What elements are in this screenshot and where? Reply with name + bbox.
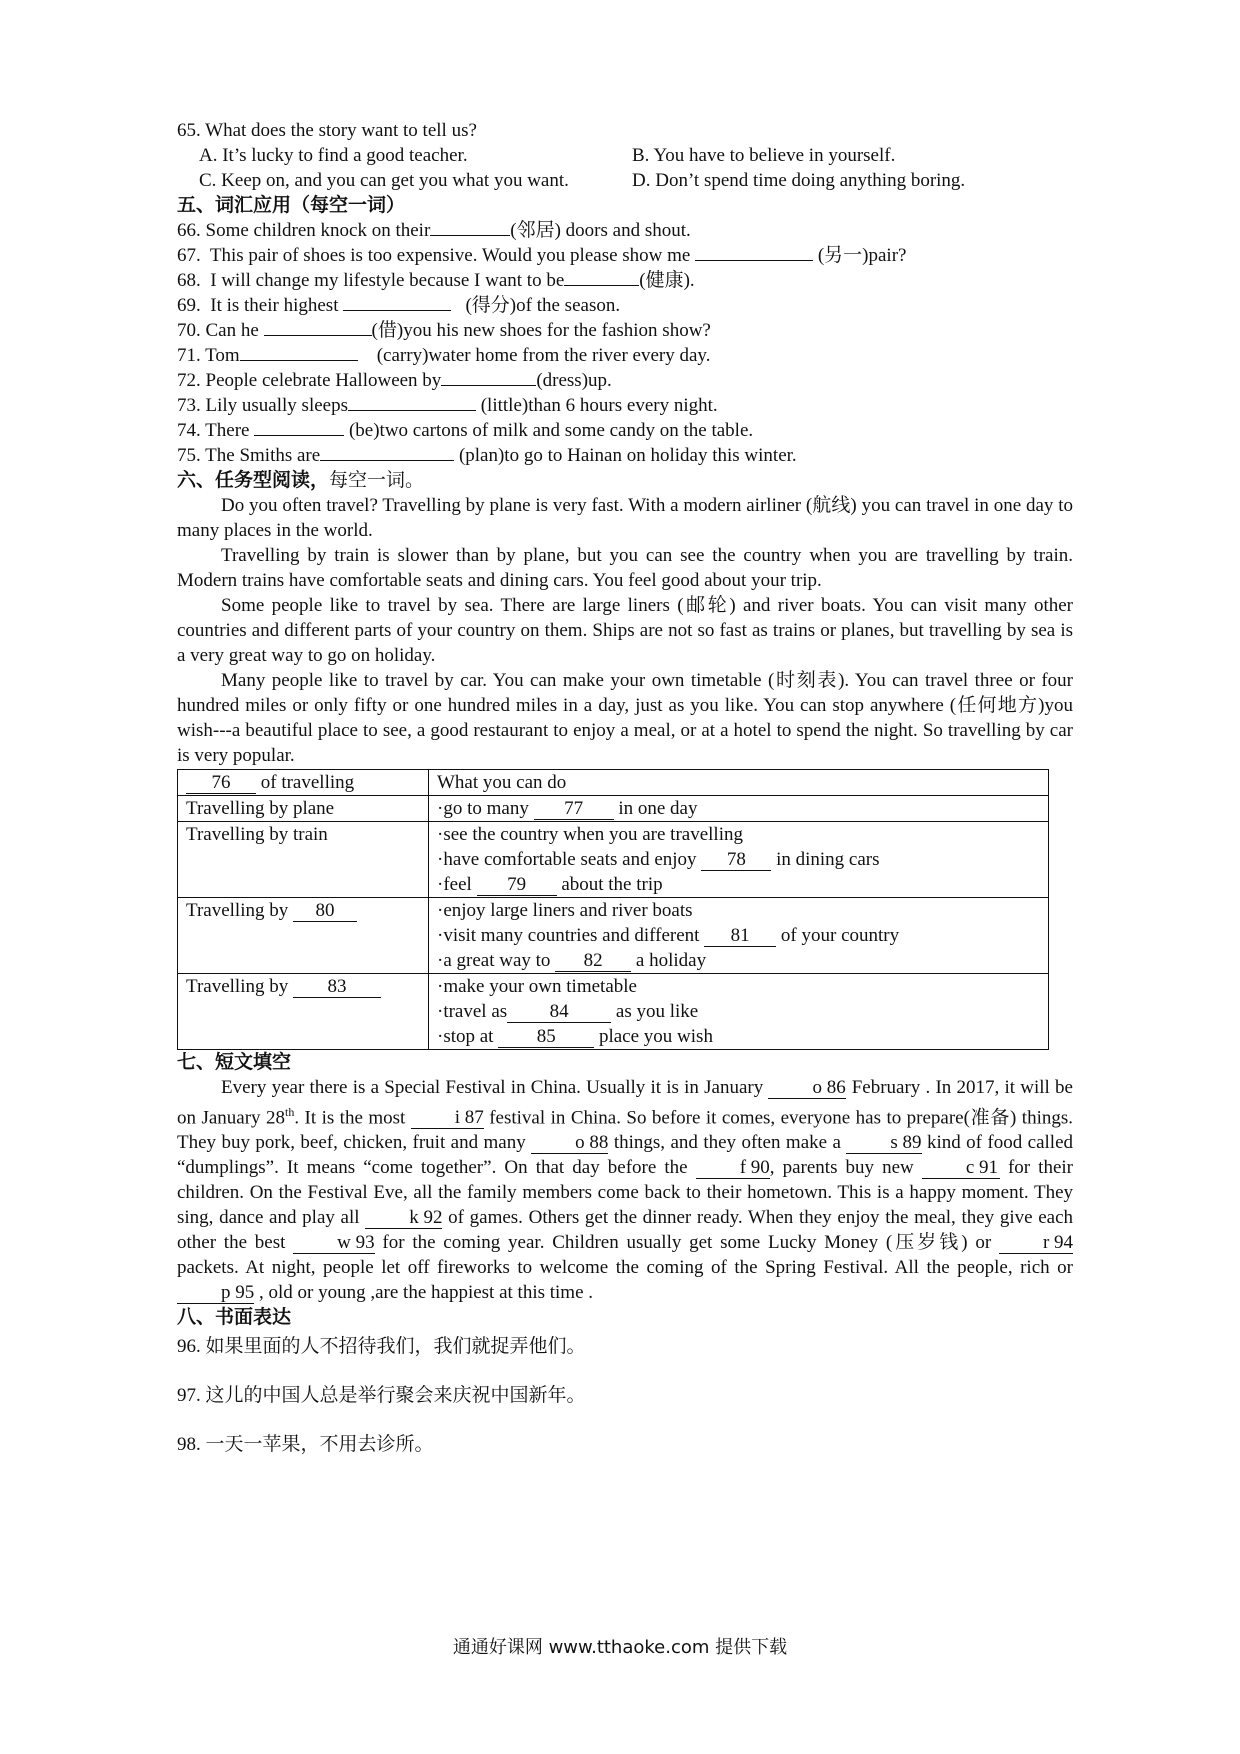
- item-text: (另一)pair?: [813, 245, 907, 266]
- reading-paragraph-1: Do you often travel? Travelling by plane is very fast. With a modern airliner (航线) you can travel in one day to many places in the world.: [177, 495, 1073, 541]
- answer-blank-91[interactable]: c 91: [922, 1158, 1000, 1179]
- cloze-passage: [177, 1075, 1073, 1305]
- answer-blank-79[interactable]: 79: [477, 875, 557, 896]
- item-text: (健康).: [639, 270, 695, 291]
- row-line: ·enjoy large liners and river boats: [437, 900, 693, 921]
- row-text: as you like: [611, 1001, 699, 1022]
- translation-item-98: 98. 一天一苹果，不用去诊所。: [177, 1434, 434, 1456]
- row-line: [437, 999, 1040, 1024]
- row-content: [429, 796, 1049, 822]
- q65-stem: 65. What does the story want to tell us?: [177, 120, 477, 141]
- item-text: (be)two cartons of milk and some candy on the table.: [344, 420, 754, 441]
- superscript: th: [284, 1105, 295, 1119]
- item-text: 75. The Smiths are: [177, 445, 321, 466]
- reading-paragraph-3: Some people like to travel by sea. There are large liners (邮轮) and river boats. You can visit many other countries and different parts of your country on them. Ships are not so fast as trains or planes, but travelling by sea is a very great way to go on holiday.: [177, 595, 1073, 666]
- item-text: (dress)up.: [536, 370, 612, 391]
- row-line: ·make your own timetable: [437, 976, 637, 997]
- table-row: [178, 822, 1049, 898]
- item-text: (carry)water home from the river every day.: [357, 345, 711, 366]
- section-5-items: [177, 218, 1073, 468]
- table-header-cell: [178, 770, 429, 796]
- section-6-title-tail: 每空一词。: [329, 470, 425, 491]
- section-6-title-cn: 六、任务型阅读，: [177, 469, 330, 491]
- vocab-item-66: [177, 218, 1073, 243]
- answer-blank[interactable]: [695, 260, 813, 261]
- answer-blank-92[interactable]: k 92: [365, 1208, 442, 1229]
- row-label: Travelling by train: [178, 822, 429, 898]
- row-text: place you wish: [594, 1026, 713, 1047]
- answer-blank-80[interactable]: 80: [293, 901, 357, 922]
- header-text: of travelling: [256, 772, 355, 793]
- row-text: Travelling by: [186, 900, 293, 921]
- answer-blank-86[interactable]: o 86: [768, 1078, 846, 1099]
- vocab-item-70: [177, 318, 1073, 343]
- row-content: [429, 822, 1049, 898]
- answer-blank-85[interactable]: 85: [498, 1027, 594, 1048]
- item-text: 74. There: [177, 420, 255, 441]
- answer-blank-88[interactable]: o 88: [531, 1133, 608, 1154]
- passage-text: , parents buy new: [769, 1157, 922, 1179]
- table-row: [178, 898, 1049, 974]
- q65-option-c: C. Keep on, and you can get you what you want.: [199, 170, 569, 191]
- table-row: [178, 796, 1049, 822]
- table-header-cell: What you can do: [429, 770, 1049, 796]
- q65-options-cd: [177, 168, 1073, 193]
- item-text: (得分)of the season.: [451, 295, 621, 316]
- row-label: Travelling by plane: [178, 796, 429, 822]
- row-text: ·visit many countries and different: [437, 925, 705, 946]
- answer-blank-78[interactable]: 78: [701, 850, 771, 871]
- q65-option-b: B. You have to believe in yourself.: [632, 145, 896, 166]
- answer-blank[interactable]: [430, 235, 510, 236]
- row-line: [437, 847, 1040, 872]
- row-line: [437, 923, 1040, 948]
- answer-blank-81[interactable]: 81: [704, 926, 776, 947]
- row-text: ·travel as: [437, 1001, 508, 1022]
- answer-blank-93[interactable]: w 93: [293, 1233, 374, 1254]
- row-text: in dining cars: [771, 849, 880, 870]
- passage-text: . It is the most: [294, 1107, 411, 1129]
- row-text: of your country: [776, 925, 900, 946]
- row-line: [437, 1024, 1040, 1049]
- answer-blank-94[interactable]: r 94: [999, 1233, 1073, 1254]
- answer-blank[interactable]: [348, 410, 476, 411]
- row-text: ·feel: [437, 874, 477, 895]
- item-text: (plan)to go to Hainan on holiday this winter.: [454, 445, 797, 466]
- item-text: 66. Some children knock on their: [177, 220, 431, 241]
- answer-blank[interactable]: [564, 285, 639, 286]
- vocab-item-68: [177, 268, 1073, 293]
- reading-paragraph-4: Many people like to travel by car. You can make your own timetable (时刻表). You can travel three or four hundred miles or only fifty or one hundred miles in a day, just as you like. You can stop anywhere (任何地方)you wish---a beautiful place to see, a good restaurant to enjoy a meal, or at a hotel to spend the night. So travelling by car is very popular.: [177, 670, 1073, 766]
- passage-text: for the coming year. Children usually get some Lucky Money (压岁钱) or: [374, 1232, 999, 1254]
- item-text: 67. This pair of shoes is too expensive. Would you please show me: [177, 245, 696, 266]
- row-text: ·go to many: [437, 798, 534, 819]
- vocab-item-74: [177, 418, 1073, 443]
- footer-credit: 通通好课网 www.tthaoke.com 提供下载: [452, 1637, 788, 1658]
- row-text: Travelling by: [186, 976, 293, 997]
- section-5-title: 五、词汇应用（每空一词）: [177, 194, 406, 216]
- answer-blank[interactable]: [264, 335, 372, 336]
- section-8-title: 八、书面表达: [177, 1306, 292, 1329]
- row-line: [437, 872, 1040, 897]
- row-content: [429, 974, 1049, 1050]
- passage-text: festival in China. So before it comes, everyone has to prepare(准备) things. They buy pork, beef, chicken, fruit and many: [177, 1107, 1073, 1154]
- answer-blank-87[interactable]: i 87: [411, 1108, 484, 1129]
- table-header-row: [178, 770, 1049, 796]
- row-text: ·stop at: [437, 1026, 499, 1047]
- item-text: (借)you his new shoes for the fashion show?: [371, 320, 711, 341]
- q65-options-ab: [177, 143, 1073, 168]
- row-text: ·have comfortable seats and enjoy: [437, 849, 702, 870]
- passage-text: Every year there is a Special Festival in China. Usually it is in January: [221, 1077, 769, 1098]
- q65-option-d: D. Don’t spend time doing anything boring.: [632, 170, 966, 191]
- answer-blank-77[interactable]: 77: [534, 799, 614, 820]
- answer-blank[interactable]: [320, 460, 454, 461]
- passage-text: February . In 2017, it will be on January 28: [177, 1077, 1073, 1129]
- answer-blank[interactable]: [441, 385, 536, 386]
- item-text: (邻居) doors and shout.: [510, 220, 691, 241]
- section-7-title: 七、短文填空: [177, 1051, 292, 1073]
- vocab-item-72: [177, 368, 1073, 393]
- exam-page: [177, 118, 1073, 1481]
- item-text: (little)than 6 hours every night.: [475, 395, 718, 416]
- answer-blank[interactable]: [254, 435, 344, 436]
- vocab-item-69: [177, 293, 1073, 318]
- answer-blank-82[interactable]: 82: [555, 951, 631, 972]
- row-content: [429, 898, 1049, 974]
- reading-paragraph-2: Travelling by train is slower than by plane, but you can see the country when you are travelling by train. Modern trains have comfortable seats and dining cars. You feel good about your trip.: [177, 545, 1073, 591]
- table-row: [178, 974, 1049, 1050]
- row-text: ·a great way to: [437, 950, 556, 971]
- q65-option-a: A. It’s lucky to find a good teacher.: [199, 145, 468, 166]
- row-line: [437, 948, 1040, 973]
- item-text: 69. It is their highest: [177, 295, 344, 316]
- item-text: 68. I will change my lifestyle because I want to be: [177, 270, 565, 291]
- task-table: [177, 769, 1049, 1050]
- answer-blank[interactable]: [240, 360, 358, 361]
- vocab-item-67: [177, 243, 1073, 268]
- vocab-item-71: [177, 343, 1073, 368]
- translation-item-97: 97. 这儿的中国人总是举行聚会来庆祝中国新年。: [177, 1385, 586, 1407]
- vocab-item-75: [177, 443, 1073, 468]
- passage-text: kind of food called “dumplings”. It means “come together”. On that day before the: [177, 1132, 1074, 1179]
- answer-blank[interactable]: [343, 310, 451, 311]
- passage-text: packets. At night, people let off fireworks to welcome the coming of the Spring Festival. All the people, rich or: [177, 1257, 1073, 1279]
- row-label: [178, 898, 429, 974]
- translation-item-96: 96. 如果里面的人不招待我们，我们就捉弄他们。: [177, 1336, 586, 1358]
- answer-blank-95[interactable]: p 95: [177, 1283, 254, 1304]
- answer-blank-90[interactable]: f 90: [696, 1158, 770, 1179]
- section-6-title: [177, 468, 1073, 493]
- answer-blank-76[interactable]: 76: [186, 773, 256, 794]
- row-line: ·see the country when you are travelling: [437, 824, 743, 845]
- row-text: about the trip: [556, 874, 663, 895]
- item-text: 73. Lily usually sleeps: [177, 395, 348, 416]
- row-text: a holiday: [631, 950, 707, 971]
- answer-blank-83[interactable]: 83: [293, 977, 381, 998]
- passage-text: for their children. On the Festival Eve, all the family members come back to their hometown. This is a happy moment. They sing, dance and play all: [177, 1157, 1073, 1229]
- item-text: 72. People celebrate Halloween by: [177, 370, 442, 391]
- vocab-item-73: [177, 393, 1073, 418]
- answer-blank-84[interactable]: 84: [507, 1002, 611, 1023]
- row-label: [178, 974, 429, 1050]
- row-text: in one day: [613, 798, 698, 819]
- item-text: 71. Tom: [177, 345, 240, 366]
- writing-questions: [177, 1334, 1073, 1457]
- item-text: 70. Can he: [177, 320, 264, 341]
- passage-text: things, and they often make a: [608, 1132, 847, 1154]
- passage-text: of games. Others get the dinner ready. When they enjoy the meal, they give each other the best: [177, 1207, 1074, 1254]
- answer-blank-89[interactable]: s 89: [846, 1133, 921, 1154]
- passage-text: , old or young ,are the happiest at this time .: [254, 1282, 594, 1304]
